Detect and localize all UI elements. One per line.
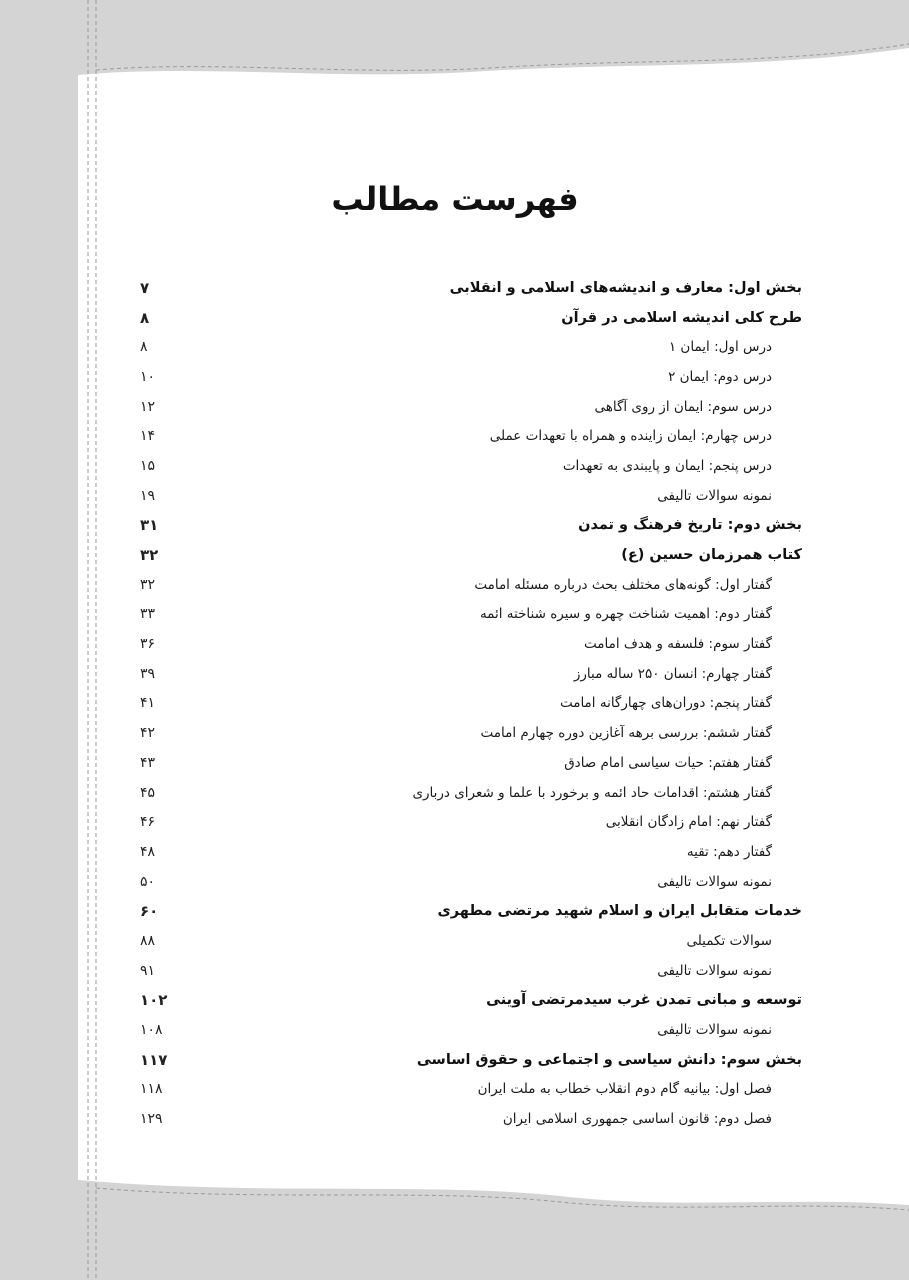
toc-entry-row xyxy=(140,629,802,659)
toc-page-number: ۴۲ xyxy=(140,725,156,742)
toc-page-number: ۴۱ xyxy=(140,695,156,712)
toc-entry-row xyxy=(140,956,802,986)
toc-entry-row xyxy=(140,778,802,808)
toc-entry-title: توسعه و مبانی تمدن غرب سیدمرتضی آوینی xyxy=(486,992,802,1009)
toc-entry-row xyxy=(140,1075,802,1105)
toc-page-number: ۴۵ xyxy=(140,784,156,801)
toc-entry-row xyxy=(140,570,802,600)
toc-entry-title: گفتار هشتم: اقدامات حاد ائمه و برخورد با علما و شعرای درباری xyxy=(412,784,772,801)
toc-entry-row xyxy=(140,748,802,778)
toc-entry-row xyxy=(140,600,802,630)
toc-entry-row xyxy=(140,718,802,748)
toc-page-number: ۷ xyxy=(140,278,150,297)
toc-page-number: ۳۲ xyxy=(140,546,159,565)
toc-page-number: ۸ xyxy=(140,339,148,356)
toc-page-number: ۸۸ xyxy=(140,932,156,949)
toc-page-number: ۹۱ xyxy=(140,962,156,979)
toc-entry-title: بخش اول: معارف و اندیشه‌های اسلامی و انقلابی xyxy=(449,279,802,296)
toc-entry-title: بخش سوم: دانش سیاسی و اجتماعی و حقوق اساسی xyxy=(416,1051,802,1068)
toc-entry-title: نمونه سوالات تالیفی xyxy=(657,873,772,890)
table-of-contents xyxy=(140,273,802,1134)
toc-entry-row xyxy=(140,837,802,867)
toc-page-number: ۱۰۲ xyxy=(140,991,168,1010)
toc-page-number: ۱۱۸ xyxy=(140,1081,163,1098)
toc-entry-row xyxy=(140,689,802,719)
toc-page-number: ۵۰ xyxy=(140,873,156,890)
toc-page-number: ۳۳ xyxy=(140,606,156,623)
toc-section-row xyxy=(140,273,802,303)
toc-entry-row xyxy=(140,867,802,897)
toc-entry-row xyxy=(140,421,802,451)
toc-section-row xyxy=(140,1045,802,1075)
toc-entry-title: درس پنجم: ایمان و پایبندی به تعهدات xyxy=(562,457,772,474)
page-title: فهرست مطالب xyxy=(331,180,579,218)
toc-entry-title: نمونه سوالات تالیفی xyxy=(657,962,772,979)
toc-entry-title: بخش دوم: تاریخ فرهنگ و تمدن xyxy=(578,517,802,534)
toc-entry-title: گفتار دوم: اهمیت شناخت چهره و سیره شناخته ائمه xyxy=(479,606,772,623)
toc-entry-title: گفتار سوم: فلسفه و هدف امامت xyxy=(584,636,772,653)
toc-entry-title: گفتار نهم: امام زادگان انقلابی xyxy=(605,814,772,831)
toc-entry-title: نمونه سوالات تالیفی xyxy=(657,1022,772,1039)
toc-page-number: ۴۸ xyxy=(140,843,156,860)
toc-page-number: ۸ xyxy=(140,308,150,327)
toc-page-number: ۱۰۸ xyxy=(140,1022,163,1039)
toc-entry-row xyxy=(140,392,802,422)
toc-entry-title: طرح کلی اندیشه اسلامی در قرآن xyxy=(561,309,802,326)
toc-entry-title: درس سوم: ایمان از روی آگاهی xyxy=(594,398,772,415)
toc-entry-row xyxy=(140,332,802,362)
toc-entry-title: فصل دوم: قانون اساسی جمهوری اسلامی ایران xyxy=(502,1111,772,1128)
toc-section-row xyxy=(140,986,802,1016)
toc-entry-title: گفتار دهم: تقیه xyxy=(686,843,772,860)
toc-page-number: ۱۴ xyxy=(140,428,156,445)
toc-section-row xyxy=(140,511,802,541)
toc-page-number: ۱۵ xyxy=(140,457,156,474)
toc-page-number: ۱۲۹ xyxy=(140,1111,163,1128)
toc-page-number: ۱۰ xyxy=(140,368,156,385)
toc-entry-title: گفتار هفتم: حیات سیاسی امام صادق xyxy=(564,754,772,771)
toc-page-number: ۳۲ xyxy=(140,576,156,593)
toc-entry-row xyxy=(140,451,802,481)
toc-entry-title: گفتار پنجم: دوران‌های چهارگانه امامت xyxy=(559,695,772,712)
toc-entry-title: گفتار اول: گونه‌های مختلف بحث درباره مسئله امامت xyxy=(474,576,772,593)
toc-entry-title: گفتار چهارم: انسان ۲۵۰ ساله مبارز xyxy=(573,665,772,682)
toc-entry-row xyxy=(140,1015,802,1045)
toc-page-number: ۳۹ xyxy=(140,665,156,682)
toc-entry-title: گفتار ششم: بررسی برهه آغازین دوره چهارم امامت xyxy=(480,725,772,742)
toc-page-number: ۱۲ xyxy=(140,398,156,415)
toc-entry-row xyxy=(140,659,802,689)
toc-entry-title: درس چهارم: ایمان زاینده و همراه با تعهدات عملی xyxy=(489,428,772,445)
toc-entry-title: درس دوم: ایمان ۲ xyxy=(668,368,772,385)
toc-entry-title: نمونه سوالات تالیفی xyxy=(657,487,772,504)
toc-entry-row xyxy=(140,926,802,956)
toc-page-number: ۴۶ xyxy=(140,814,156,831)
toc-page-number: ۳۶ xyxy=(140,636,156,653)
toc-section-row xyxy=(140,896,802,926)
toc-entry-row xyxy=(140,481,802,511)
toc-page-number: ۳۱ xyxy=(140,516,159,535)
toc-entry-title: سوالات تکمیلی xyxy=(686,932,772,949)
toc-section-row xyxy=(140,303,802,333)
toc-entry-row xyxy=(140,807,802,837)
toc-page-number: ۴۳ xyxy=(140,754,156,771)
toc-entry-row xyxy=(140,362,802,392)
toc-entry-row xyxy=(140,1104,802,1134)
toc-page-number: ۶۰ xyxy=(140,902,159,921)
toc-entry-title: خدمات متقابل ایران و اسلام شهید مرتضی مطهری xyxy=(437,903,802,920)
toc-section-row xyxy=(140,540,802,570)
toc-entry-title: درس اول: ایمان ۱ xyxy=(668,339,772,356)
toc-entry-title: فصل اول: بیانیه گام دوم انقلاب خطاب به ملت ایران xyxy=(477,1081,772,1098)
toc-page-number: ۱۱۷ xyxy=(140,1050,168,1069)
toc-entry-title: کتاب همرزمان حسین (ع) xyxy=(621,547,802,564)
toc-page-number: ۱۹ xyxy=(140,487,156,504)
